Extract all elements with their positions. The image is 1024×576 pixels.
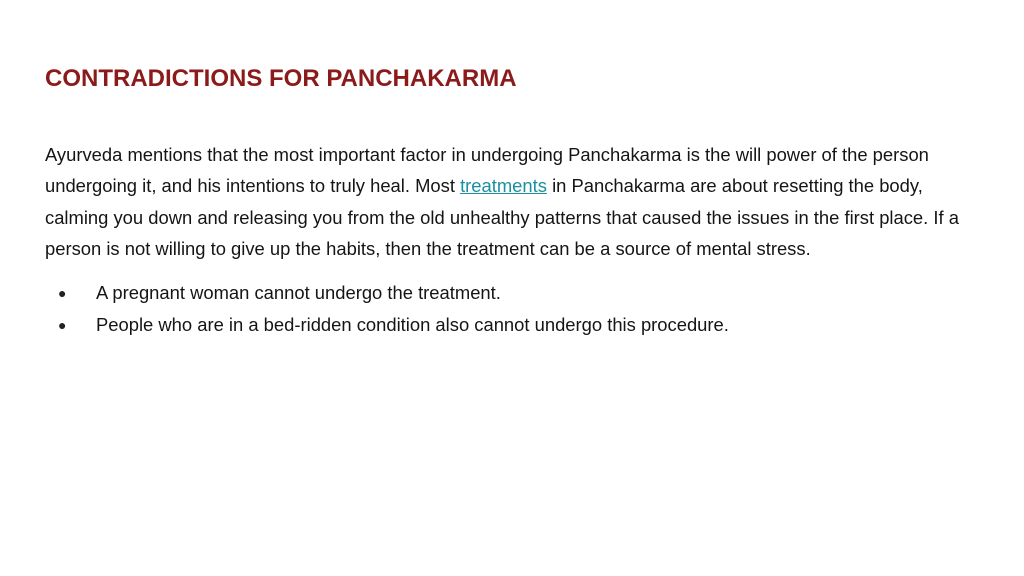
list-item-text: People who are in a bed-ridden condition also cannot undergo this procedure. [96, 314, 729, 336]
page-title: CONTRADICTIONS FOR PANCHAKARMA [45, 65, 517, 92]
bullet-list [45, 277, 985, 341]
document-page [45, 60, 985, 341]
list-item [45, 277, 985, 309]
list-item-text: A pregnant woman cannot undergo the treatment. [96, 282, 501, 304]
body-paragraph [45, 139, 985, 264]
bullet-icon: ● [58, 285, 67, 302]
paragraph-text-before-link: Ayurveda mentions that the most important factor in undergoing Panchakarma is the will power of the person undergoing it, and his intentions to truly heal. Most [45, 144, 929, 197]
paragraph-text-after-link: in Panchakarma are about resetting the body, calming you down and releasing you from the old unhealthy patterns that caused the issues in the first place. If a person is not willing to give up the habits, then the treatment can be a source of mental stress. [45, 175, 959, 259]
bullet-icon: ● [58, 317, 67, 334]
list-item [45, 309, 985, 341]
treatments-link[interactable]: treatments [460, 175, 547, 197]
